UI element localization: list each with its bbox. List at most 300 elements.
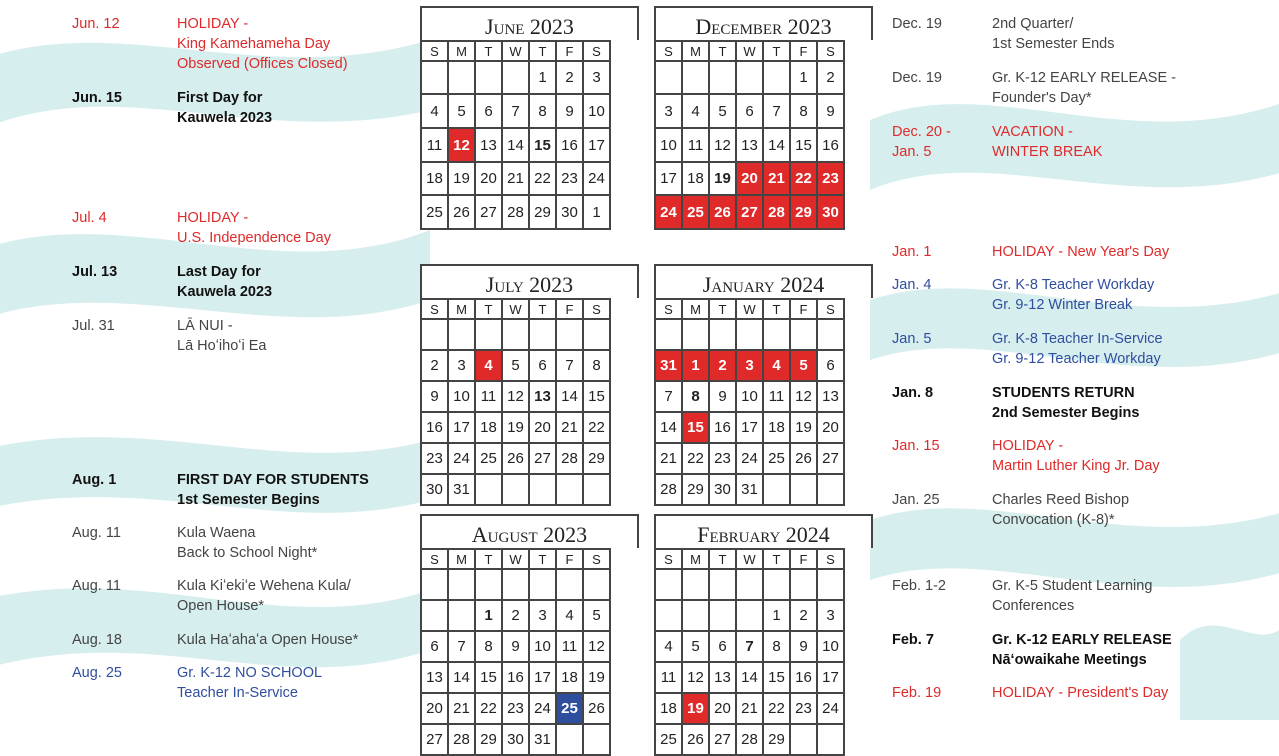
day-cell: 3 bbox=[736, 350, 763, 381]
day-cell: 10 bbox=[529, 631, 556, 662]
day-cell: 15 bbox=[583, 381, 610, 412]
day-cell: 14 bbox=[448, 662, 475, 693]
day-cell bbox=[709, 319, 736, 350]
weekday-header: S bbox=[421, 41, 448, 61]
day-cell: 22 bbox=[529, 162, 556, 195]
weekday-header: M bbox=[682, 549, 709, 569]
day-cell: 22 bbox=[790, 162, 817, 195]
day-cell: 21 bbox=[502, 162, 529, 195]
day-cell: 25 bbox=[556, 693, 583, 724]
weekday-header: T bbox=[709, 299, 736, 319]
day-cell: 14 bbox=[763, 128, 790, 162]
event-date: Jul. 13 bbox=[72, 264, 118, 280]
event-line: VACATION - bbox=[992, 124, 1073, 140]
day-cell: 11 bbox=[682, 128, 709, 162]
day-cell bbox=[421, 600, 448, 631]
month-title: January 2024 bbox=[654, 264, 873, 298]
weekday-header: M bbox=[682, 41, 709, 61]
day-cell: 7 bbox=[736, 631, 763, 662]
day-cell: 22 bbox=[475, 693, 502, 724]
day-cell: 15 bbox=[682, 412, 709, 443]
day-cell: 9 bbox=[556, 94, 583, 128]
day-cell: 12 bbox=[709, 128, 736, 162]
event-description bbox=[992, 242, 1169, 262]
day-cell bbox=[556, 474, 583, 505]
day-cell: 30 bbox=[502, 724, 529, 755]
day-cell: 5 bbox=[502, 350, 529, 381]
day-cell: 28 bbox=[736, 724, 763, 755]
day-cell: 31 bbox=[655, 350, 682, 381]
event-date: Jun. 12 bbox=[72, 16, 120, 32]
weekday-header: T bbox=[529, 41, 556, 61]
day-cell: 19 bbox=[502, 412, 529, 443]
day-cell bbox=[790, 474, 817, 505]
day-cell: 21 bbox=[763, 162, 790, 195]
day-cell bbox=[763, 474, 790, 505]
weekday-header: T bbox=[763, 299, 790, 319]
day-cell: 8 bbox=[763, 631, 790, 662]
day-cell: 12 bbox=[790, 381, 817, 412]
event-date: Jan. 8 bbox=[892, 385, 934, 401]
day-cell: 20 bbox=[709, 693, 736, 724]
day-cell bbox=[556, 569, 583, 600]
weekday-header: S bbox=[583, 41, 610, 61]
day-cell: 6 bbox=[736, 94, 763, 128]
day-cell bbox=[448, 61, 475, 94]
event-line: 2nd Quarter/ bbox=[992, 16, 1074, 32]
event-line: HOLIDAY - New Year's Day bbox=[992, 244, 1170, 260]
weekday-header: T bbox=[475, 41, 502, 61]
day-cell: 20 bbox=[817, 412, 844, 443]
day-cell: 29 bbox=[583, 443, 610, 474]
day-cell: 26 bbox=[709, 195, 736, 229]
weekday-header: F bbox=[790, 549, 817, 569]
day-cell bbox=[529, 569, 556, 600]
day-cell: 3 bbox=[817, 600, 844, 631]
event-line: Observed (Offices Closed) bbox=[177, 56, 348, 72]
day-cell bbox=[421, 61, 448, 94]
day-cell: 27 bbox=[529, 443, 556, 474]
day-cell bbox=[790, 724, 817, 755]
day-cell: 12 bbox=[448, 128, 475, 162]
day-cell: 3 bbox=[529, 600, 556, 631]
day-cell bbox=[817, 319, 844, 350]
day-cell: 4 bbox=[682, 94, 709, 128]
day-cell bbox=[682, 61, 709, 94]
month-grid bbox=[654, 40, 845, 230]
weekday-header: W bbox=[502, 299, 529, 319]
day-cell: 2 bbox=[817, 61, 844, 94]
event-line: HOLIDAY - bbox=[992, 438, 1064, 454]
day-cell bbox=[817, 569, 844, 600]
month-calendar bbox=[654, 264, 873, 506]
weekday-header: S bbox=[655, 299, 682, 319]
day-cell: 16 bbox=[709, 412, 736, 443]
event-date: Aug. 1 bbox=[72, 472, 117, 488]
day-cell: 25 bbox=[421, 195, 448, 229]
day-cell: 2 bbox=[556, 61, 583, 94]
event-line: Kula Kiʻekiʻe Wehena Kula/ bbox=[177, 578, 351, 594]
month-calendar bbox=[420, 6, 639, 230]
day-cell: 6 bbox=[709, 631, 736, 662]
day-cell bbox=[682, 569, 709, 600]
day-cell: 17 bbox=[736, 412, 763, 443]
event-line: Gr. K-12 EARLY RELEASE bbox=[992, 632, 1172, 648]
event-date: Jul. 4 bbox=[72, 210, 107, 226]
event-line: Lā Hoʻihoʻi Ea bbox=[177, 338, 267, 354]
day-cell: 11 bbox=[556, 631, 583, 662]
day-cell bbox=[736, 61, 763, 94]
day-cell bbox=[475, 569, 502, 600]
event-line: Teacher In-Service bbox=[177, 685, 298, 701]
day-cell: 19 bbox=[583, 662, 610, 693]
day-cell bbox=[475, 474, 502, 505]
day-cell: 16 bbox=[556, 128, 583, 162]
day-cell: 17 bbox=[817, 662, 844, 693]
event-line: Nāʻowaikahe Meetings bbox=[992, 652, 1147, 668]
day-cell: 11 bbox=[475, 381, 502, 412]
day-cell: 17 bbox=[529, 662, 556, 693]
day-cell bbox=[583, 724, 610, 755]
event-line: 2nd Semester Begins bbox=[992, 405, 1140, 421]
day-cell: 20 bbox=[421, 693, 448, 724]
event-description bbox=[992, 14, 1115, 54]
weekday-header: T bbox=[529, 299, 556, 319]
day-cell bbox=[817, 724, 844, 755]
day-cell: 24 bbox=[448, 443, 475, 474]
day-cell: 11 bbox=[655, 662, 682, 693]
day-cell: 13 bbox=[529, 381, 556, 412]
event-line: HOLIDAY - President's Day bbox=[992, 685, 1169, 701]
day-cell: 28 bbox=[556, 443, 583, 474]
weekday-header: F bbox=[556, 299, 583, 319]
day-cell: 18 bbox=[556, 662, 583, 693]
day-cell bbox=[502, 61, 529, 94]
day-cell: 16 bbox=[502, 662, 529, 693]
day-cell: 26 bbox=[682, 724, 709, 755]
day-cell: 16 bbox=[817, 128, 844, 162]
day-cell: 24 bbox=[655, 195, 682, 229]
day-cell: 10 bbox=[736, 381, 763, 412]
day-cell: 24 bbox=[736, 443, 763, 474]
day-cell: 4 bbox=[421, 94, 448, 128]
month-title: June 2023 bbox=[420, 6, 639, 40]
day-cell: 4 bbox=[556, 600, 583, 631]
event-description bbox=[177, 14, 348, 74]
event-date: Jun. 15 bbox=[72, 90, 122, 106]
day-cell: 21 bbox=[655, 443, 682, 474]
day-cell: 14 bbox=[736, 662, 763, 693]
day-cell bbox=[709, 600, 736, 631]
event-line: Kauwela 2023 bbox=[177, 110, 273, 126]
day-cell: 26 bbox=[790, 443, 817, 474]
weekday-header: S bbox=[655, 41, 682, 61]
day-cell: 20 bbox=[475, 162, 502, 195]
day-cell: 2 bbox=[502, 600, 529, 631]
event-line: Gr. K-8 Teacher Workday bbox=[992, 277, 1155, 293]
day-cell bbox=[448, 600, 475, 631]
day-cell: 17 bbox=[448, 412, 475, 443]
event-date: Jul. 31 bbox=[72, 318, 115, 334]
event-line: First Day for bbox=[177, 90, 263, 106]
day-cell bbox=[583, 319, 610, 350]
day-cell: 27 bbox=[421, 724, 448, 755]
day-cell: 16 bbox=[421, 412, 448, 443]
weekday-header: W bbox=[736, 299, 763, 319]
day-cell: 31 bbox=[448, 474, 475, 505]
day-cell bbox=[682, 600, 709, 631]
event-line: Gr. K-12 EARLY RELEASE - bbox=[992, 70, 1177, 86]
day-cell: 4 bbox=[475, 350, 502, 381]
event-line: STUDENTS RETURN bbox=[992, 385, 1135, 401]
day-cell: 10 bbox=[448, 381, 475, 412]
day-cell: 13 bbox=[475, 128, 502, 162]
day-cell bbox=[655, 61, 682, 94]
month-grid bbox=[420, 40, 611, 230]
event-description bbox=[992, 383, 1139, 423]
day-cell: 5 bbox=[709, 94, 736, 128]
day-cell bbox=[655, 569, 682, 600]
day-cell: 25 bbox=[682, 195, 709, 229]
day-cell: 31 bbox=[529, 724, 556, 755]
event-description bbox=[992, 122, 1102, 162]
day-cell bbox=[655, 600, 682, 631]
event-date: Aug. 18 bbox=[72, 632, 122, 648]
day-cell: 16 bbox=[790, 662, 817, 693]
event-line: WINTER BREAK bbox=[992, 144, 1103, 160]
day-cell: 29 bbox=[529, 195, 556, 229]
day-cell bbox=[583, 569, 610, 600]
day-cell: 13 bbox=[736, 128, 763, 162]
day-cell: 19 bbox=[790, 412, 817, 443]
day-cell: 15 bbox=[763, 662, 790, 693]
day-cell: 6 bbox=[817, 350, 844, 381]
day-cell: 30 bbox=[817, 195, 844, 229]
day-cell: 19 bbox=[709, 162, 736, 195]
weekday-header: W bbox=[736, 549, 763, 569]
day-cell bbox=[763, 569, 790, 600]
day-cell: 12 bbox=[583, 631, 610, 662]
weekday-header: W bbox=[736, 41, 763, 61]
event-description bbox=[992, 275, 1154, 315]
day-cell: 4 bbox=[655, 631, 682, 662]
day-cell bbox=[421, 569, 448, 600]
event-line: Back to School Night* bbox=[177, 545, 318, 561]
day-cell: 18 bbox=[655, 693, 682, 724]
day-cell: 30 bbox=[709, 474, 736, 505]
event-line: Kula Waena bbox=[177, 525, 256, 541]
month-grid bbox=[420, 298, 611, 506]
event-date: Jan. 15 bbox=[892, 438, 940, 454]
event-line: Kauwela 2023 bbox=[177, 284, 273, 300]
weekday-header: T bbox=[529, 549, 556, 569]
weekday-header: S bbox=[817, 41, 844, 61]
event-description bbox=[992, 329, 1163, 369]
event-date: Dec. 19 bbox=[892, 16, 942, 32]
day-cell: 3 bbox=[448, 350, 475, 381]
day-cell: 2 bbox=[421, 350, 448, 381]
day-cell: 10 bbox=[583, 94, 610, 128]
month-title: February 2024 bbox=[654, 514, 873, 548]
weekday-header: S bbox=[817, 299, 844, 319]
day-cell: 30 bbox=[556, 195, 583, 229]
day-cell: 21 bbox=[556, 412, 583, 443]
day-cell bbox=[736, 600, 763, 631]
event-line: Gr. 9-12 Teacher Workday bbox=[992, 351, 1161, 367]
event-date: Aug. 25 bbox=[72, 665, 122, 681]
event-description bbox=[177, 262, 272, 302]
day-cell: 25 bbox=[475, 443, 502, 474]
weekday-header: T bbox=[475, 549, 502, 569]
event-line: Convocation (K-8)* bbox=[992, 512, 1115, 528]
day-cell bbox=[736, 569, 763, 600]
day-cell bbox=[529, 319, 556, 350]
event-date: Dec. 20 - Jan. 5 bbox=[892, 124, 951, 160]
day-cell: 7 bbox=[556, 350, 583, 381]
day-cell: 13 bbox=[709, 662, 736, 693]
day-cell bbox=[475, 61, 502, 94]
day-cell: 11 bbox=[421, 128, 448, 162]
event-line: FIRST DAY FOR STUDENTS bbox=[177, 472, 369, 488]
day-cell: 26 bbox=[502, 443, 529, 474]
event-date: Aug. 11 bbox=[72, 578, 121, 594]
event-line: Conferences bbox=[992, 598, 1075, 614]
day-cell: 2 bbox=[709, 350, 736, 381]
month-title: December 2023 bbox=[654, 6, 873, 40]
event-description bbox=[177, 88, 272, 128]
day-cell: 23 bbox=[709, 443, 736, 474]
event-date: Feb. 7 bbox=[892, 632, 934, 648]
day-cell: 6 bbox=[475, 94, 502, 128]
month-title: August 2023 bbox=[420, 514, 639, 548]
day-cell: 17 bbox=[583, 128, 610, 162]
day-cell: 20 bbox=[736, 162, 763, 195]
event-line: LĀ NUI - bbox=[177, 318, 233, 334]
day-cell bbox=[583, 474, 610, 505]
event-description bbox=[177, 470, 369, 510]
day-cell: 21 bbox=[448, 693, 475, 724]
day-cell: 10 bbox=[817, 631, 844, 662]
day-cell: 28 bbox=[655, 474, 682, 505]
day-cell: 1 bbox=[529, 61, 556, 94]
weekday-header: T bbox=[709, 41, 736, 61]
day-cell: 18 bbox=[421, 162, 448, 195]
month-calendar bbox=[420, 264, 639, 506]
weekday-header: S bbox=[655, 549, 682, 569]
month-calendar bbox=[654, 6, 873, 230]
day-cell bbox=[502, 319, 529, 350]
event-date: Feb. 19 bbox=[892, 685, 942, 701]
day-cell: 18 bbox=[763, 412, 790, 443]
event-description bbox=[177, 576, 351, 616]
weekday-header: S bbox=[421, 299, 448, 319]
day-cell: 1 bbox=[475, 600, 502, 631]
day-cell: 27 bbox=[817, 443, 844, 474]
month-title: July 2023 bbox=[420, 264, 639, 298]
day-cell: 7 bbox=[655, 381, 682, 412]
day-cell: 29 bbox=[763, 724, 790, 755]
day-cell: 19 bbox=[448, 162, 475, 195]
day-cell bbox=[790, 569, 817, 600]
event-line: Founder's Day* bbox=[992, 90, 1092, 106]
day-cell: 15 bbox=[529, 128, 556, 162]
day-cell: 31 bbox=[736, 474, 763, 505]
day-cell: 15 bbox=[475, 662, 502, 693]
day-cell bbox=[790, 319, 817, 350]
day-cell: 30 bbox=[421, 474, 448, 505]
day-cell: 24 bbox=[817, 693, 844, 724]
day-cell bbox=[556, 724, 583, 755]
weekday-header: M bbox=[448, 299, 475, 319]
day-cell bbox=[475, 319, 502, 350]
day-cell: 6 bbox=[421, 631, 448, 662]
day-cell: 1 bbox=[682, 350, 709, 381]
event-description bbox=[177, 663, 322, 703]
day-cell: 11 bbox=[763, 381, 790, 412]
day-cell: 7 bbox=[448, 631, 475, 662]
day-cell bbox=[502, 474, 529, 505]
day-cell: 25 bbox=[655, 724, 682, 755]
day-cell: 14 bbox=[556, 381, 583, 412]
day-cell: 9 bbox=[817, 94, 844, 128]
weekday-header: T bbox=[475, 299, 502, 319]
day-cell: 5 bbox=[682, 631, 709, 662]
day-cell: 27 bbox=[709, 724, 736, 755]
day-cell: 18 bbox=[682, 162, 709, 195]
day-cell: 8 bbox=[682, 381, 709, 412]
day-cell: 6 bbox=[529, 350, 556, 381]
day-cell: 24 bbox=[583, 162, 610, 195]
event-date: Jan. 25 bbox=[892, 492, 940, 508]
day-cell bbox=[817, 474, 844, 505]
day-cell: 7 bbox=[502, 94, 529, 128]
event-line: HOLIDAY - bbox=[177, 210, 249, 226]
event-description bbox=[177, 316, 266, 356]
event-line: HOLIDAY - bbox=[177, 16, 249, 32]
day-cell: 27 bbox=[736, 195, 763, 229]
weekday-header: S bbox=[583, 299, 610, 319]
event-description bbox=[177, 208, 331, 248]
event-line: Kula Haʻahaʻa Open House* bbox=[177, 632, 359, 648]
day-cell: 1 bbox=[583, 195, 610, 229]
event-line: Open House* bbox=[177, 598, 265, 614]
event-date: Aug. 11 bbox=[72, 525, 121, 541]
day-cell: 12 bbox=[502, 381, 529, 412]
day-cell bbox=[421, 319, 448, 350]
day-cell: 2 bbox=[790, 600, 817, 631]
event-line: Gr. K-12 NO SCHOOL bbox=[177, 665, 323, 681]
day-cell: 13 bbox=[817, 381, 844, 412]
day-cell: 9 bbox=[709, 381, 736, 412]
event-description bbox=[177, 523, 317, 563]
day-cell: 22 bbox=[763, 693, 790, 724]
day-cell: 9 bbox=[421, 381, 448, 412]
event-line: U.S. Independence Day bbox=[177, 230, 331, 246]
day-cell: 14 bbox=[655, 412, 682, 443]
day-cell: 23 bbox=[556, 162, 583, 195]
day-cell: 26 bbox=[583, 693, 610, 724]
event-date: Feb. 1-2 bbox=[892, 578, 946, 594]
weekday-header: M bbox=[448, 549, 475, 569]
day-cell: 22 bbox=[682, 443, 709, 474]
day-cell: 29 bbox=[682, 474, 709, 505]
day-cell: 29 bbox=[790, 195, 817, 229]
weekday-header: F bbox=[790, 299, 817, 319]
event-description bbox=[992, 490, 1129, 530]
day-cell: 5 bbox=[583, 600, 610, 631]
day-cell: 13 bbox=[421, 662, 448, 693]
day-cell: 8 bbox=[475, 631, 502, 662]
